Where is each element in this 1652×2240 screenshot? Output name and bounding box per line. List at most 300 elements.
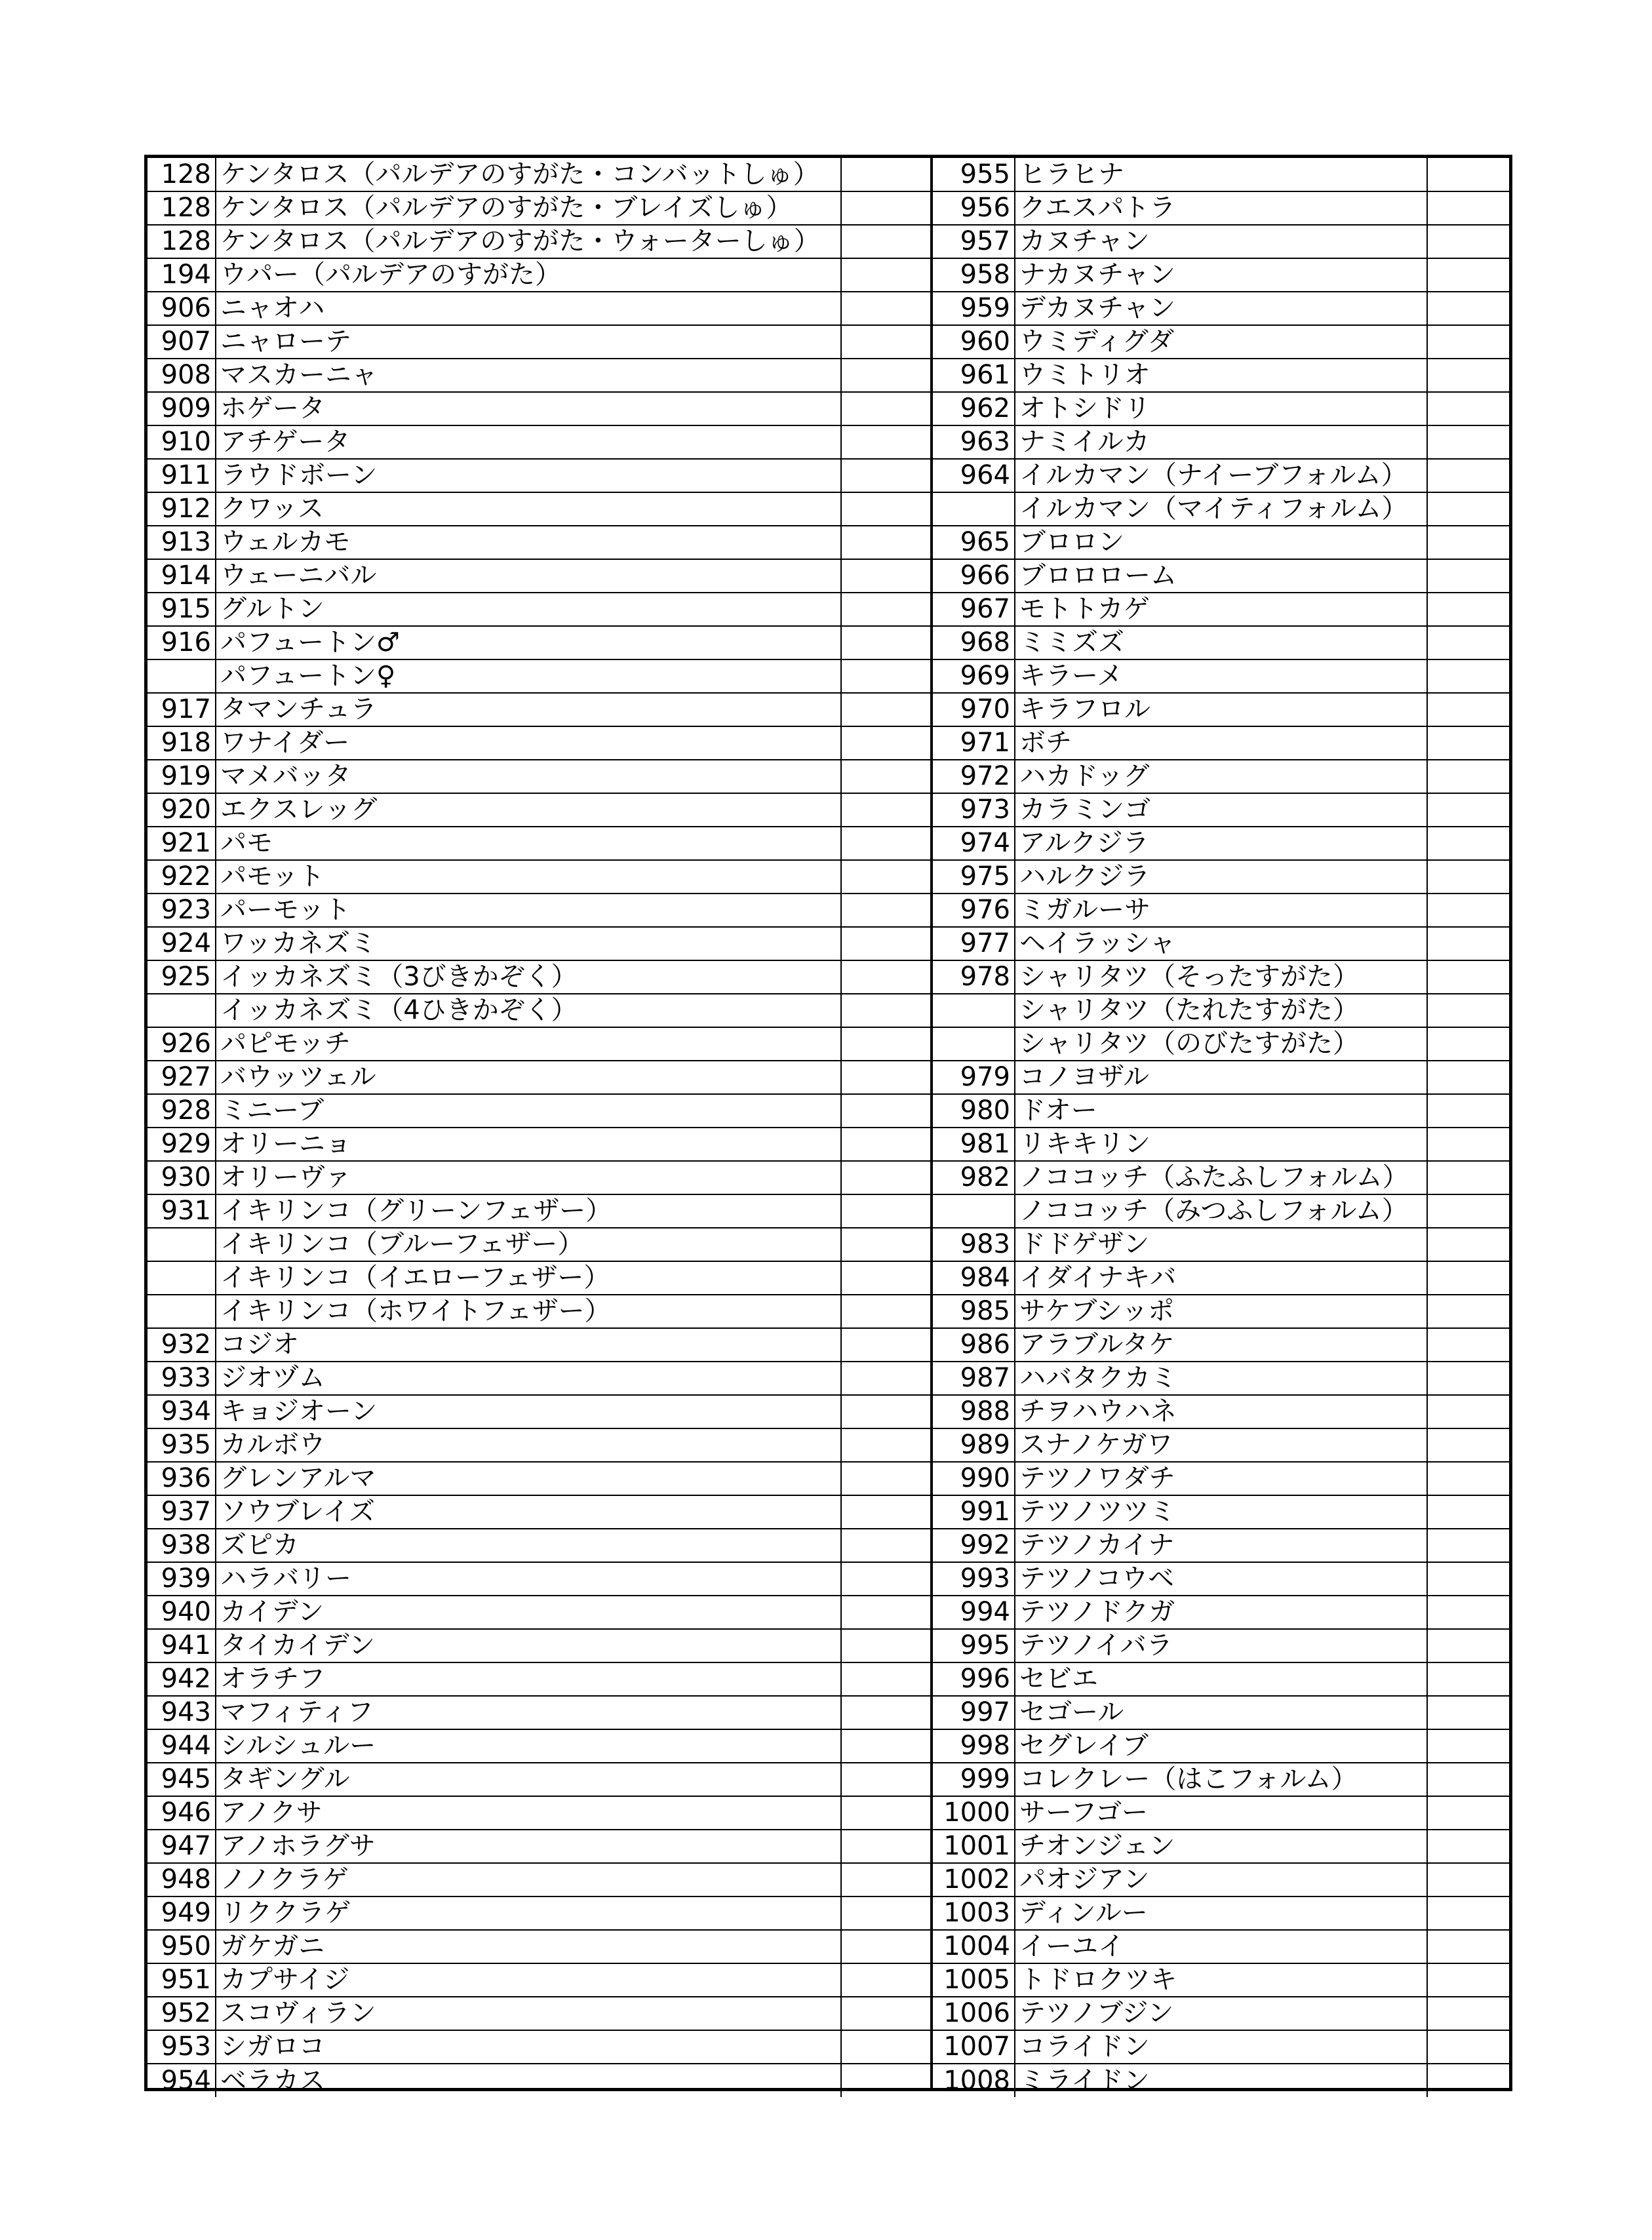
check-cell[interactable]	[841, 793, 930, 827]
check-cell[interactable]	[841, 1930, 930, 1963]
check-cell[interactable]	[841, 1863, 930, 1896]
table-row	[148, 1495, 930, 1529]
pokemon-name: ウミトリオ	[1015, 359, 1427, 392]
table-row	[933, 1629, 1512, 1662]
pokedex-number: 968	[933, 626, 1015, 659]
check-cell[interactable]	[1427, 492, 1512, 526]
table-row	[148, 659, 930, 693]
check-cell[interactable]	[1427, 359, 1512, 392]
pokedex-number: 1005	[933, 1963, 1015, 1997]
check-cell[interactable]	[841, 1896, 930, 1930]
pokemon-name: ナミイルカ	[1015, 425, 1427, 459]
check-cell[interactable]	[841, 1662, 930, 1696]
pokemon-name: ズピカ	[216, 1529, 841, 1562]
table-row	[933, 258, 1512, 292]
check-cell[interactable]	[841, 325, 930, 359]
pokedex-number: 919	[148, 760, 216, 793]
pokemon-name: ナカヌチャン	[1015, 258, 1427, 292]
left-table	[148, 158, 930, 2097]
check-cell[interactable]	[841, 593, 930, 626]
check-cell[interactable]	[1427, 1930, 1512, 1963]
check-cell[interactable]	[1427, 927, 1512, 960]
table-row	[933, 1997, 1512, 2030]
table-row	[933, 927, 1512, 960]
table-row	[933, 1261, 1512, 1295]
pokedex-number: 948	[148, 1863, 216, 1896]
check-cell[interactable]	[1427, 1662, 1512, 1696]
check-cell[interactable]	[841, 1061, 930, 1094]
table-row	[148, 459, 930, 492]
pokemon-name: グルトン	[216, 593, 841, 626]
check-cell[interactable]	[841, 2030, 930, 2064]
check-cell[interactable]	[1427, 1863, 1512, 1896]
pokemon-name: イルカマン（ナイーブフォルム）	[1015, 459, 1427, 492]
check-cell[interactable]	[1427, 593, 1512, 626]
table-row	[933, 894, 1512, 927]
pokemon-name: ヒラヒナ	[1015, 158, 1427, 191]
pokedex-number: 987	[933, 1362, 1015, 1395]
pokemon-name: コレクレー（はこフォルム）	[1015, 1763, 1427, 1796]
table-row	[933, 459, 1512, 492]
pokedex-number: 963	[933, 425, 1015, 459]
check-cell[interactable]	[1427, 1562, 1512, 1596]
check-cell[interactable]	[1427, 526, 1512, 559]
check-cell[interactable]	[841, 1763, 930, 1796]
pokedex-number: 953	[148, 2030, 216, 2064]
check-cell[interactable]	[841, 158, 930, 191]
pokedex-number: 977	[933, 927, 1015, 960]
check-cell[interactable]	[1427, 1629, 1512, 1662]
pokedex-number: 965	[933, 526, 1015, 559]
pokedex-number	[148, 659, 216, 693]
pokemon-name: スナノケガワ	[1015, 1428, 1427, 1462]
pokemon-name: パオジアン	[1015, 1863, 1427, 1896]
pokedex-number: 943	[148, 1696, 216, 1729]
check-cell[interactable]	[841, 1295, 930, 1328]
table-row	[933, 659, 1512, 693]
table-row	[148, 1763, 930, 1796]
check-cell[interactable]	[841, 659, 930, 693]
pokedex-sheet	[144, 155, 1512, 2096]
pokemon-name: シガロコ	[216, 2030, 841, 2064]
table-row	[933, 1930, 1512, 1963]
pokedex-number: 128	[148, 158, 216, 191]
check-cell[interactable]	[1427, 225, 1512, 258]
table-row	[148, 1328, 930, 1362]
pokemon-name: キラーメ	[1015, 659, 1427, 693]
check-cell[interactable]	[1427, 626, 1512, 659]
pokedex-number: 912	[148, 492, 216, 526]
pokemon-name: パピモッチ	[216, 1027, 841, 1061]
pokemon-name: カイデン	[216, 1596, 841, 1629]
check-cell[interactable]	[1427, 1061, 1512, 1094]
table-row	[148, 1629, 930, 1662]
pokedex-number: 913	[148, 526, 216, 559]
pokemon-name: ハカドッグ	[1015, 760, 1427, 793]
check-cell[interactable]	[1427, 1529, 1512, 1562]
check-cell[interactable]	[841, 1128, 930, 1161]
table-row	[933, 1662, 1512, 1696]
table-row	[148, 258, 930, 292]
check-cell[interactable]	[841, 1963, 930, 1997]
pokemon-name: タマンチュラ	[216, 693, 841, 726]
table-row	[148, 1228, 930, 1261]
pokedex-number: 993	[933, 1562, 1015, 1596]
check-cell[interactable]	[841, 1362, 930, 1395]
pokemon-name: ワッカネズミ	[216, 927, 841, 960]
pokedex-number: 964	[933, 459, 1015, 492]
pokemon-name: テツノドクガ	[1015, 1596, 1427, 1629]
pokedex-number: 955	[933, 158, 1015, 191]
check-cell[interactable]	[1427, 1194, 1512, 1228]
table-row	[933, 693, 1512, 726]
pokemon-name: カプサイジ	[216, 1963, 841, 1997]
pokedex-number: 194	[148, 258, 216, 292]
check-cell[interactable]	[841, 258, 930, 292]
pokemon-name: タイカイデン	[216, 1629, 841, 1662]
pokemon-name: コライドン	[1015, 2030, 1427, 2064]
check-cell[interactable]	[841, 2064, 930, 2097]
pokemon-name: ハバタクカミ	[1015, 1362, 1427, 1395]
check-cell[interactable]	[841, 693, 930, 726]
table-row	[933, 1194, 1512, 1228]
pokedex-number: 973	[933, 793, 1015, 827]
table-row	[933, 1428, 1512, 1462]
check-cell[interactable]	[1427, 2030, 1512, 2064]
check-cell[interactable]	[841, 1629, 930, 1662]
right-table	[933, 158, 1512, 2097]
check-cell[interactable]	[1427, 1696, 1512, 1729]
table-row	[148, 1696, 930, 1729]
check-cell[interactable]	[841, 425, 930, 459]
check-cell[interactable]	[1427, 1128, 1512, 1161]
check-cell[interactable]	[841, 726, 930, 760]
check-cell[interactable]	[1427, 860, 1512, 894]
pokedex-number: 931	[148, 1194, 216, 1228]
check-cell[interactable]	[841, 225, 930, 258]
pokemon-name: ベラカス	[216, 2064, 841, 2097]
check-cell[interactable]	[841, 359, 930, 392]
check-cell[interactable]	[1427, 1963, 1512, 1997]
table-row	[148, 1061, 930, 1094]
table-row	[933, 1094, 1512, 1128]
check-cell[interactable]	[1427, 1161, 1512, 1194]
check-cell[interactable]	[1427, 1896, 1512, 1930]
table-row	[148, 693, 930, 726]
pokemon-name: セグレイブ	[1015, 1729, 1427, 1763]
table-row	[148, 927, 930, 960]
check-cell[interactable]	[841, 960, 930, 994]
pokedex-number: 990	[933, 1462, 1015, 1495]
check-cell[interactable]	[841, 927, 930, 960]
check-cell[interactable]	[1427, 793, 1512, 827]
pokemon-name: セビエ	[1015, 1662, 1427, 1696]
check-cell[interactable]	[1427, 1295, 1512, 1328]
check-cell[interactable]	[841, 1796, 930, 1830]
table-row	[148, 559, 930, 593]
right-column	[933, 158, 1512, 2096]
table-row	[148, 593, 930, 626]
check-cell[interactable]	[1427, 1094, 1512, 1128]
table-row	[933, 158, 1512, 191]
check-cell[interactable]	[1427, 325, 1512, 359]
check-cell[interactable]	[841, 994, 930, 1027]
check-cell[interactable]	[1427, 1830, 1512, 1863]
check-cell[interactable]	[841, 1529, 930, 1562]
pokedex-number: 958	[933, 258, 1015, 292]
check-cell[interactable]	[1427, 392, 1512, 425]
check-cell[interactable]	[1427, 459, 1512, 492]
check-cell[interactable]	[1427, 1763, 1512, 1796]
pokedex-number: 908	[148, 359, 216, 392]
table-row	[148, 1930, 930, 1963]
check-cell[interactable]	[1427, 994, 1512, 1027]
pokemon-name: アラブルタケ	[1015, 1328, 1427, 1362]
check-cell[interactable]	[841, 1161, 930, 1194]
pokedex-number: 1002	[933, 1863, 1015, 1896]
pokedex-number: 1004	[933, 1930, 1015, 1963]
table-row	[148, 827, 930, 860]
check-cell[interactable]	[841, 1027, 930, 1061]
table-row	[148, 425, 930, 459]
check-cell[interactable]	[841, 459, 930, 492]
pokedex-number: 986	[933, 1328, 1015, 1362]
table-row	[148, 359, 930, 392]
check-cell[interactable]	[841, 1261, 930, 1295]
table-row	[148, 1194, 930, 1228]
pokedex-number: 907	[148, 325, 216, 359]
pokedex-number: 914	[148, 559, 216, 593]
pokemon-name: コジオ	[216, 1328, 841, 1362]
pokemon-name: ドドゲザン	[1015, 1228, 1427, 1261]
check-cell[interactable]	[841, 1696, 930, 1729]
pokedex-number: 962	[933, 392, 1015, 425]
pokedex-number: 956	[933, 191, 1015, 225]
table-row	[933, 2064, 1512, 2097]
pokemon-name: ケンタロス（パルデアのすがた・ウォーターしゅ）	[216, 225, 841, 258]
pokedex-number: 992	[933, 1529, 1015, 1562]
check-cell[interactable]	[841, 559, 930, 593]
pokedex-number: 921	[148, 827, 216, 860]
pokemon-name: シャリタツ（そったすがた）	[1015, 960, 1427, 994]
check-cell[interactable]	[841, 760, 930, 793]
pokemon-name: ブロロローム	[1015, 559, 1427, 593]
pokedex-number: 925	[148, 960, 216, 994]
pokedex-number: 911	[148, 459, 216, 492]
pokemon-name: ホゲータ	[216, 392, 841, 425]
table-row	[148, 726, 930, 760]
table-row	[148, 1830, 930, 1863]
table-row	[933, 1161, 1512, 1194]
pokemon-name: イーユイ	[1015, 1930, 1427, 1963]
pokedex-number: 985	[933, 1295, 1015, 1328]
table-row	[933, 726, 1512, 760]
check-cell[interactable]	[841, 1228, 930, 1261]
check-cell[interactable]	[841, 626, 930, 659]
pokedex-number: 988	[933, 1395, 1015, 1428]
check-cell[interactable]	[841, 1194, 930, 1228]
pokedex-number: 979	[933, 1061, 1015, 1094]
pokemon-name: ウパー（パルデアのすがた）	[216, 258, 841, 292]
pokemon-name: ウェーニバル	[216, 559, 841, 593]
pokemon-name: ウェルカモ	[216, 526, 841, 559]
check-cell[interactable]	[1427, 2064, 1512, 2097]
pokedex-number: 916	[148, 626, 216, 659]
pokemon-name: ウミディグダ	[1015, 325, 1427, 359]
check-cell[interactable]	[1427, 559, 1512, 593]
pokemon-name: エクスレッグ	[216, 793, 841, 827]
table-row	[933, 1529, 1512, 1562]
pokemon-name: テツノカイナ	[1015, 1529, 1427, 1562]
check-cell[interactable]	[841, 1462, 930, 1495]
check-cell[interactable]	[841, 1395, 930, 1428]
pokemon-name: ノココッチ（ふたふしフォルム）	[1015, 1161, 1427, 1194]
check-cell[interactable]	[1427, 1997, 1512, 2030]
pokedex-number	[148, 1228, 216, 1261]
pokemon-name: ガケガニ	[216, 1930, 841, 1963]
check-cell[interactable]	[841, 1596, 930, 1629]
pokemon-name: チヲハウハネ	[1015, 1395, 1427, 1428]
table-row	[933, 191, 1512, 225]
pokedex-number: 929	[148, 1128, 216, 1161]
pokemon-name: パーモット	[216, 894, 841, 927]
check-cell[interactable]	[1427, 1362, 1512, 1395]
pokedex-number: 947	[148, 1830, 216, 1863]
pokemon-name: マスカーニャ	[216, 359, 841, 392]
pokedex-number: 939	[148, 1562, 216, 1596]
pokemon-name: ハラバリー	[216, 1562, 841, 1596]
check-cell[interactable]	[841, 894, 930, 927]
pokemon-name: イキリンコ（ブルーフェザー）	[216, 1228, 841, 1261]
pokedex-number: 940	[148, 1596, 216, 1629]
check-cell[interactable]	[1427, 726, 1512, 760]
check-cell[interactable]	[841, 1729, 930, 1763]
table-row	[933, 1462, 1512, 1495]
check-cell[interactable]	[841, 860, 930, 894]
pokemon-name: イキリンコ（グリーンフェザー）	[216, 1194, 841, 1228]
table-row	[148, 626, 930, 659]
pokedex-number: 995	[933, 1629, 1015, 1662]
check-cell[interactable]	[841, 1328, 930, 1362]
pokemon-name: カルボウ	[216, 1428, 841, 1462]
check-cell[interactable]	[1427, 1729, 1512, 1763]
check-cell[interactable]	[841, 827, 930, 860]
pokedex-number: 918	[148, 726, 216, 760]
pokedex-number	[933, 994, 1015, 1027]
table-row	[933, 1395, 1512, 1428]
pokedex-number: 954	[148, 2064, 216, 2097]
pokemon-name: リククラゲ	[216, 1896, 841, 1930]
check-cell[interactable]	[841, 1428, 930, 1462]
check-cell[interactable]	[1427, 425, 1512, 459]
check-cell[interactable]	[1427, 1328, 1512, 1362]
pokedex-number: 996	[933, 1662, 1015, 1696]
check-cell[interactable]	[1427, 894, 1512, 927]
pokedex-number: 923	[148, 894, 216, 927]
pokemon-name: デカヌチャン	[1015, 292, 1427, 325]
pokemon-name: アノホラグサ	[216, 1830, 841, 1863]
check-cell[interactable]	[1427, 960, 1512, 994]
check-cell[interactable]	[841, 1495, 930, 1529]
table-row	[933, 1729, 1512, 1763]
check-cell[interactable]	[1427, 1027, 1512, 1061]
check-cell[interactable]	[1427, 1796, 1512, 1830]
check-cell[interactable]	[841, 1997, 930, 2030]
table-row	[933, 1128, 1512, 1161]
pokedex-number: 920	[148, 793, 216, 827]
pokedex-number: 974	[933, 827, 1015, 860]
check-cell[interactable]	[841, 191, 930, 225]
pokedex-number: 966	[933, 559, 1015, 593]
check-cell[interactable]	[1427, 258, 1512, 292]
pokemon-name: クワッス	[216, 492, 841, 526]
check-cell[interactable]	[1427, 659, 1512, 693]
check-cell[interactable]	[1427, 1495, 1512, 1529]
check-cell[interactable]	[1427, 760, 1512, 793]
check-cell[interactable]	[841, 1094, 930, 1128]
pokedex-number: 1001	[933, 1830, 1015, 1863]
table-row	[148, 1161, 930, 1194]
pokedex-number	[148, 994, 216, 1027]
check-cell[interactable]	[1427, 1462, 1512, 1495]
check-cell[interactable]	[1427, 158, 1512, 191]
pokedex-number: 975	[933, 860, 1015, 894]
table-row	[933, 1696, 1512, 1729]
check-cell[interactable]	[841, 292, 930, 325]
pokemon-name: パモット	[216, 860, 841, 894]
pokemon-name: アチゲータ	[216, 425, 841, 459]
pokedex-number: 1007	[933, 2030, 1015, 2064]
pokemon-name: タギングル	[216, 1763, 841, 1796]
pokemon-name: テツノブジン	[1015, 1997, 1427, 2030]
pokedex-number: 980	[933, 1094, 1015, 1128]
check-cell[interactable]	[1427, 1228, 1512, 1261]
pokemon-name: シャリタツ（のびたすがた）	[1015, 1027, 1427, 1061]
pokedex-number: 932	[148, 1328, 216, 1362]
pokedex-number: 982	[933, 1161, 1015, 1194]
check-cell[interactable]	[1427, 1261, 1512, 1295]
table-row	[933, 225, 1512, 258]
check-cell[interactable]	[1427, 1395, 1512, 1428]
table-row	[148, 1362, 930, 1395]
check-cell[interactable]	[1427, 827, 1512, 860]
pokemon-name: マメバッタ	[216, 760, 841, 793]
check-cell[interactable]	[841, 492, 930, 526]
pokedex-number: 934	[148, 1395, 216, 1428]
check-cell[interactable]	[1427, 1428, 1512, 1462]
table-row	[148, 760, 930, 793]
table-row	[148, 1529, 930, 1562]
pokedex-number	[933, 492, 1015, 526]
pokedex-number: 933	[148, 1362, 216, 1395]
pokedex-number: 960	[933, 325, 1015, 359]
table-row	[148, 1562, 930, 1596]
check-cell[interactable]	[1427, 693, 1512, 726]
check-cell[interactable]	[841, 1562, 930, 1596]
check-cell[interactable]	[1427, 292, 1512, 325]
table-row	[933, 960, 1512, 994]
pokedex-number: 128	[148, 191, 216, 225]
check-cell[interactable]	[841, 526, 930, 559]
check-cell[interactable]	[841, 392, 930, 425]
table-row	[148, 793, 930, 827]
check-cell[interactable]	[1427, 191, 1512, 225]
check-cell[interactable]	[1427, 1596, 1512, 1629]
table-row	[933, 1863, 1512, 1896]
pokedex-number: 951	[148, 1963, 216, 1997]
check-cell[interactable]	[841, 1830, 930, 1863]
pokemon-name: ディンルー	[1015, 1896, 1427, 1930]
